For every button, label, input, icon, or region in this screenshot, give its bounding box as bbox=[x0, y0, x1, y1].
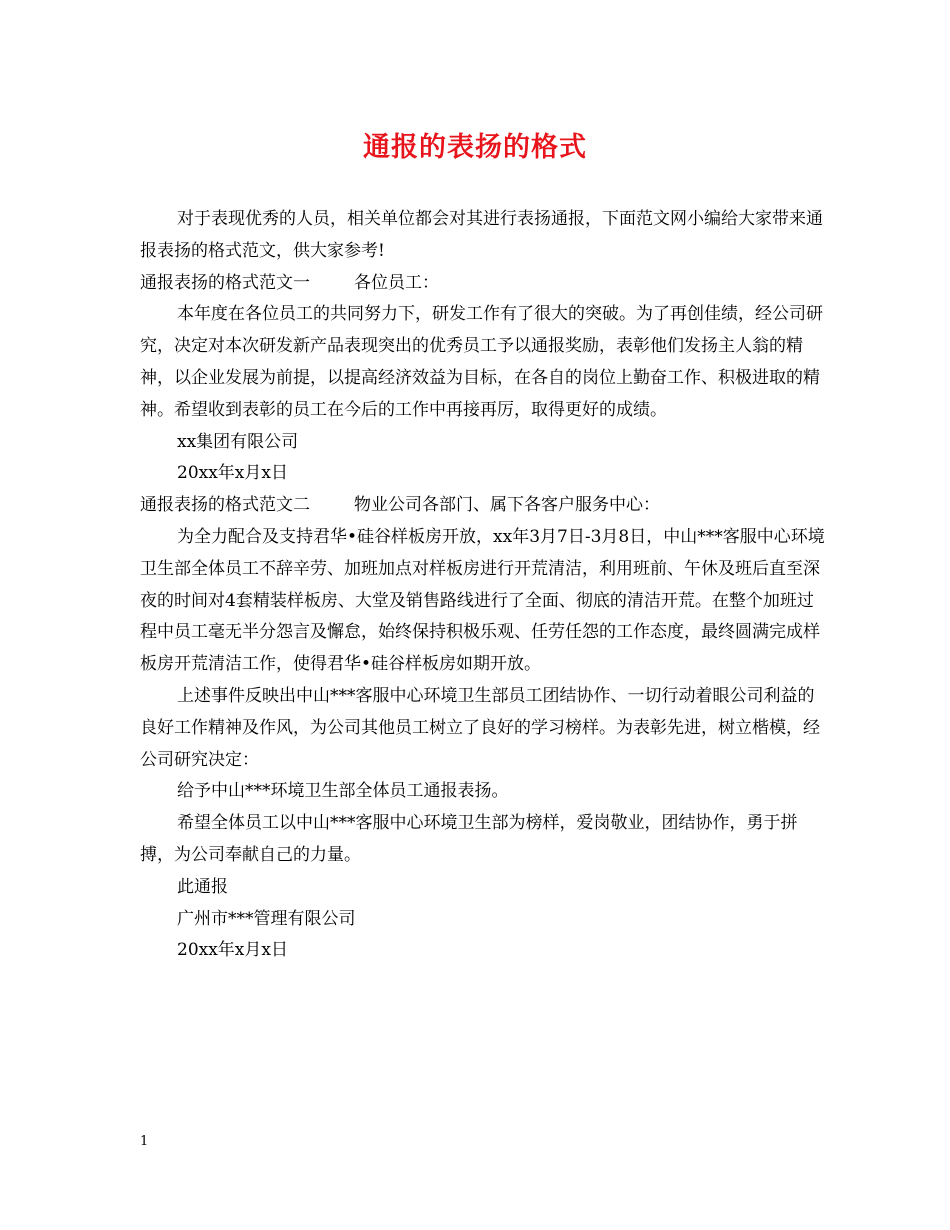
sample2-recipient: 物业公司各部门、属下各客户服务中心： bbox=[354, 495, 660, 516]
sample2-closing: 此通报 bbox=[177, 876, 228, 897]
sample1-heading-line bbox=[140, 268, 828, 300]
sample1-body-paragraph: 本年度在各位员工的共同努力下，研发工作有了很大的突破。为了再创佳绩，经公司研究，决定对本次研发新产品表现突出的优秀员工予以通报奖励，表彰他们发扬主人翁的精神，以企业发展为前提，以提高经济效益为目标，在各自的岗位上勤奋工作、积极进取的精神。希望收到表彰的员工在今后的工作中再接再厉，取得更好的成绩。 bbox=[140, 304, 823, 420]
sample1-company: xx集团有限公司 bbox=[177, 431, 299, 452]
sample2-heading: 通报表扬的格式范文二 bbox=[140, 495, 310, 516]
sample1-date: 20xx年x月x日 bbox=[177, 463, 288, 484]
sample2-paragraph-3: 给予中山***环境卫生部全体员工通报表扬。 bbox=[177, 781, 509, 802]
sample2-date: 20xx年x月x日 bbox=[177, 940, 288, 961]
sample2-heading-line bbox=[140, 490, 828, 522]
page-number: 1 bbox=[140, 1134, 149, 1149]
intro-paragraph: 对于表现优秀的人员，相关单位都会对其进行表扬通报，下面范文网小编给大家带来通报表扬的格式范文，供大家参考! bbox=[140, 209, 823, 261]
document-body bbox=[140, 204, 828, 967]
sample1-recipient: 各位员工： bbox=[354, 272, 439, 293]
sample1-heading: 通报表扬的格式范文一 bbox=[140, 272, 310, 293]
sample2-paragraph-1: 为全力配合及支持君华•硅谷样板房开放，xx年3月7日-3月8日，中山***客服中心环境卫生部全体员工不辞辛劳、加班加点对样板房进行开荒清洁，利用班前、午休及班后直至深夜的时间对4套精装样板房、大堂及销售路线进行了全面、彻底的清洁开荒。在整个加班过程中员工毫无半分怨言及懈怠，始终保持积极乐观、任劳任怨的工作态度，最终圆满完成样板房开荒清洁工作，使得君华•硅谷样板房如期开放。 bbox=[140, 526, 825, 675]
sample2-paragraph-2: 上述事件反映出中山***客服中心环境卫生部员工团结协作、一切行动着眼公司利益的良好工作精神及作风，为公司其他员工树立了良好的学习榜样。为表彰先进，树立楷模，经公司研究决定： bbox=[140, 685, 820, 770]
sample2-paragraph-4: 希望全体员工以中山***客服中心环境卫生部为榜样，爱岗敬业，团结协作，勇于拼搏，为公司奉献自己的力量。 bbox=[140, 813, 798, 865]
sample2-company: 广州市***管理有限公司 bbox=[177, 908, 356, 929]
document-title: 通报的表扬的格式 bbox=[363, 132, 587, 163]
